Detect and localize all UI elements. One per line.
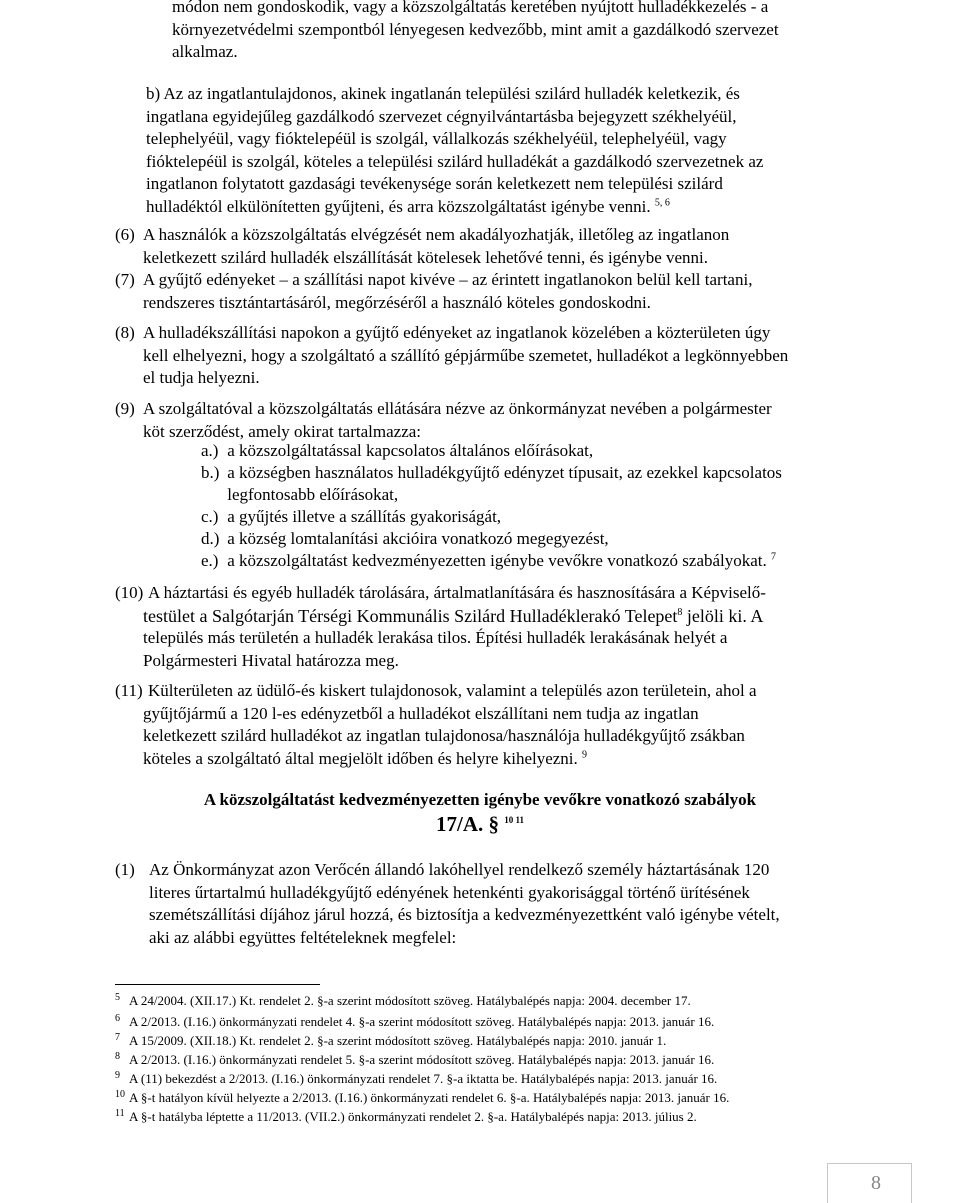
text-line: környezetvédelmi szempontból lényegesen kedvezőbb, mint amit a gazdálkodó szervezet xyxy=(172,19,779,39)
list-item-text: a közszolgáltatást kedvezményezetten igénybe vevőkre vonatkozó szabályokat. xyxy=(227,551,767,570)
list-item xyxy=(201,462,847,485)
text-line: szemétszállítási díjához járul hozzá, és biztosítja a kedvezményezettként való igénybe vételt, xyxy=(149,905,780,924)
text-line: aki az alábbi együttes feltételeknek megfelel: xyxy=(149,927,457,947)
paragraph-heading xyxy=(0,812,960,837)
footnote-ref[interactable]: 7 xyxy=(771,551,777,563)
section-number: (10) xyxy=(115,583,144,602)
page-number-box xyxy=(827,1163,912,1203)
footnote-text: A 2/2013. (I.16.) önkormányzati rendelet 4. §-a szerint módosított szöveg. Hatálybalépés napja: 2013. január 16. xyxy=(129,1014,715,1029)
footnote: 8 A 2/2013. (I.16.) önkormányzati rendelet 5. §-a szerint módosított szöveg. Hatálybalépés napja: 2013. január 16. xyxy=(115,1050,715,1067)
list-item-label: c.) xyxy=(201,507,219,526)
footnote: 10 A §-t hatályon kívül helyezte a 2/2013. (I.16.) önkormányzati rendelet 6. §-a. Hatálybalépés napja: 2013. január 16. xyxy=(115,1088,730,1105)
text-line: rendszeres tisztántartásáról, megőrzéséről a használó köteles gondoskodni. xyxy=(143,292,651,312)
footnote-text: A 2/2013. (I.16.) önkormányzati rendelet 5. §-a szerint módosított szöveg. Hatálybalépés napja: 2013. január 16. xyxy=(129,1052,715,1067)
text-line: hulladéktól elkülönítetten gyűjteni, és arra közszolgáltatást igénybe venni. xyxy=(146,196,651,216)
section-number: (8) xyxy=(115,323,135,342)
list-item-text: a község lomtalanítási akcióira vonatkozó megegyezést, xyxy=(227,529,609,548)
text-line: köteles a szolgáltató által megjelölt időben és helyre kihelyezni. xyxy=(143,748,578,768)
footnote: 7 A 15/2009. (XII.18.) Kt. rendelet 2. §-a szerint módosított szöveg. Hatálybalépés napja: 2010. január 1. xyxy=(115,1031,667,1048)
footnote-ref[interactable]: 8 xyxy=(677,606,683,618)
footnote-ref[interactable]: 10 11 xyxy=(504,815,524,825)
text-line: A hulladékszállítási napokon a gyűjtő edényeket az ingatlanok közelében a közterületen úgy xyxy=(143,323,771,342)
text-line: keletkezett szilárd hulladék elszállítását kötelesek lehetővé tenni, és igénybe venni. xyxy=(143,247,709,267)
text-line: literes űrtartalmú hulladékgyűjtő edényének hetenkénti gyakorisággal történő ürítésének xyxy=(149,882,750,902)
text-line-with-footnote xyxy=(143,748,847,771)
list-item-text: a gyűjtés illetve a szállítás gyakoriságát, xyxy=(227,507,502,526)
text-line: ingatlanon folytatott gazdasági tevékenysége során keletkezett nem települési szilárd xyxy=(146,174,723,193)
section-8 xyxy=(143,322,847,390)
list-item-label: a.) xyxy=(201,441,219,460)
footnote-text: A (11) bekezdést a 2/2013. (I.16.) önkormányzati rendelet 7. §-a iktatta be. Hatálybalépés napja: 2013. január 16. xyxy=(129,1071,718,1086)
paragraph-b xyxy=(143,83,847,218)
page-number: 8 xyxy=(871,1172,881,1194)
section-10 xyxy=(143,582,847,672)
list-item-label: d.) xyxy=(201,529,220,548)
text-fragment: testület a Salgótarján Térségi Kommunális Szilárd Hulladéklerakó Telepet xyxy=(143,605,678,626)
section-9 xyxy=(143,398,847,443)
text-line: keletkezett szilárd hulladékot az ingatlan tulajdonosa/használója hulladékgyűjtő zsákban xyxy=(143,726,745,745)
text-line: ingatlana egyidejűleg gazdálkodó szervezet cégnyilvántartásba bejegyzett székhelyéül, xyxy=(146,106,737,126)
footnote-ref[interactable]: 9 xyxy=(582,748,588,760)
section-number: (9) xyxy=(115,399,135,418)
section-11 xyxy=(143,680,847,770)
text-line: fióktelepéül is szolgál, köteles a települési szilárd hulladékát a gazdálkodó szervezetnek az xyxy=(146,151,764,171)
list-item-text: a közszolgáltatással kapcsolatos általános előírásokat, xyxy=(227,441,594,460)
section-number: (11) xyxy=(115,681,143,700)
text-line: település más területén a hulladék lerakása tilos. Építési hulladék lerakásának helyét a xyxy=(143,628,728,647)
text-line: gyűjtőjármű a 120 l-es edényzetből a hulladékot elszállítani nem tudja az ingatlan xyxy=(143,703,699,723)
footnote-text: A 24/2004. (XII.17.) Kt. rendelet 2. §-a szerint módosított szöveg. Hatálybalépés napja: 2004. december 17. xyxy=(129,993,691,1008)
list-item-text: legfontosabb előírásokat, xyxy=(227,485,399,504)
section-7 xyxy=(143,269,847,314)
text-line: Külterületen az üdülő-és kiskert tulajdonosok, valamint a település azon területein, ahol a xyxy=(148,681,757,700)
list-item-label: b.) xyxy=(201,463,220,482)
section-number: (1) xyxy=(115,860,135,879)
text-line: el tudja helyezni. xyxy=(143,368,260,387)
text-line: telephelyéül, vagy fióktelepéül is szolgál, vállalkozás székhelyéül, telephelyéül, vagy xyxy=(146,129,727,148)
text-line-with-footnote xyxy=(143,196,847,219)
footnote-divider xyxy=(115,984,320,985)
footnote: 5 A 24/2004. (XII.17.) Kt. rendelet 2. §-a szerint módosított szöveg. Hatálybalépés napja: 2004. december 17. xyxy=(115,991,691,1008)
text-line: Polgármesteri Hivatal határozza meg. xyxy=(143,650,399,670)
footnote-text: A §-t hatályon kívül helyezte a 2/2013. (I.16.) önkormányzati rendelet 6. §-a. Hatálybalépés napja: 2013. január 16. xyxy=(129,1090,730,1105)
intro-paragraph xyxy=(172,0,847,64)
text-line: köt szerződést, amely okirat tartalmazza: xyxy=(143,421,422,441)
text-line: alkalmaz. xyxy=(172,42,238,61)
footnote: 6 A 2/2013. (I.16.) önkormányzati rendelet 4. §-a szerint módosított szöveg. Hatálybalépés napja: 2013. január 16. xyxy=(115,1012,715,1029)
list-item xyxy=(201,440,847,463)
text-line: kell elhelyezni, hogy a szolgáltató a szállító gépjárműbe szemetet, hulladékot a legkönnyebben xyxy=(143,345,789,365)
footnote-ref[interactable]: 5, 6 xyxy=(654,196,670,208)
section-number: (6) xyxy=(115,225,135,244)
list-item-text: a községben használatos hulladékgyűjtő edényzet típusait, az ezekkel kapcsolatos xyxy=(227,463,782,482)
footnote-text: A 15/2009. (XII.18.) Kt. rendelet 2. §-a szerint módosított szöveg. Hatálybalépés napja: 2010. január 1. xyxy=(129,1033,667,1048)
text-line: A háztartási és egyéb hulladék tárolására, ártalmatlanítására és hasznosítására a Képviselő- xyxy=(148,583,766,602)
list-item-label: e.) xyxy=(201,551,219,570)
footnote: 11 A §-t hatályba léptette a 11/2013. (VII.2.) önkormányzati rendelet 2. §-a. Hatálybalépés napja: 2013. július 2. xyxy=(115,1107,697,1124)
footnote: 9 A (11) bekezdést a 2/2013. (I.16.) önkormányzati rendelet 7. §-a iktatta be. Hatálybalépés napja: 2013. január 16. xyxy=(115,1069,718,1086)
text-line: A használók a közszolgáltatás elvégzését nem akadályozhatják, illetőleg az ingatlanon xyxy=(143,225,730,244)
section-1 xyxy=(149,859,847,949)
list-item xyxy=(201,484,847,507)
list-item xyxy=(201,550,847,573)
footnote-text: A §-t hatályba léptette a 11/2013. (VII.2.) önkormányzati rendelet 2. §-a. Hatálybalépés napja: 2013. július 2. xyxy=(129,1109,697,1124)
text-fragment: jelöli ki. A xyxy=(682,605,764,626)
section-number: (7) xyxy=(115,270,135,289)
list-item xyxy=(201,528,847,551)
text-line: módon nem gondoskodik, vagy a közszolgáltatás keretében nyújtott hulladékkezelés - a xyxy=(172,0,769,16)
paragraph-number: 17/A. § xyxy=(435,812,499,836)
text-line: A gyűjtő edényeket – a szállítási napot kivéve – az érintett ingatlanokon belül kell tartani, xyxy=(143,270,753,289)
list-item xyxy=(201,506,847,529)
text-line-with-footnote xyxy=(143,605,847,628)
text-line: A szolgáltatóval a közszolgáltatás ellátására nézve az önkormányzat nevében a polgármester xyxy=(143,399,772,418)
text-line: b) Az az ingatlantulajdonos, akinek ingatlanán települési szilárd hulladék keletkezik, és xyxy=(146,84,740,103)
section-6 xyxy=(143,224,847,269)
section-heading: A közszolgáltatást kedvezményezetten igénybe vevőkre vonatkozó szabályok xyxy=(203,790,757,809)
text-line: Az Önkormányzat azon Verőcén állandó lakóhellyel rendelkező személy háztartásának 120 xyxy=(149,860,770,879)
